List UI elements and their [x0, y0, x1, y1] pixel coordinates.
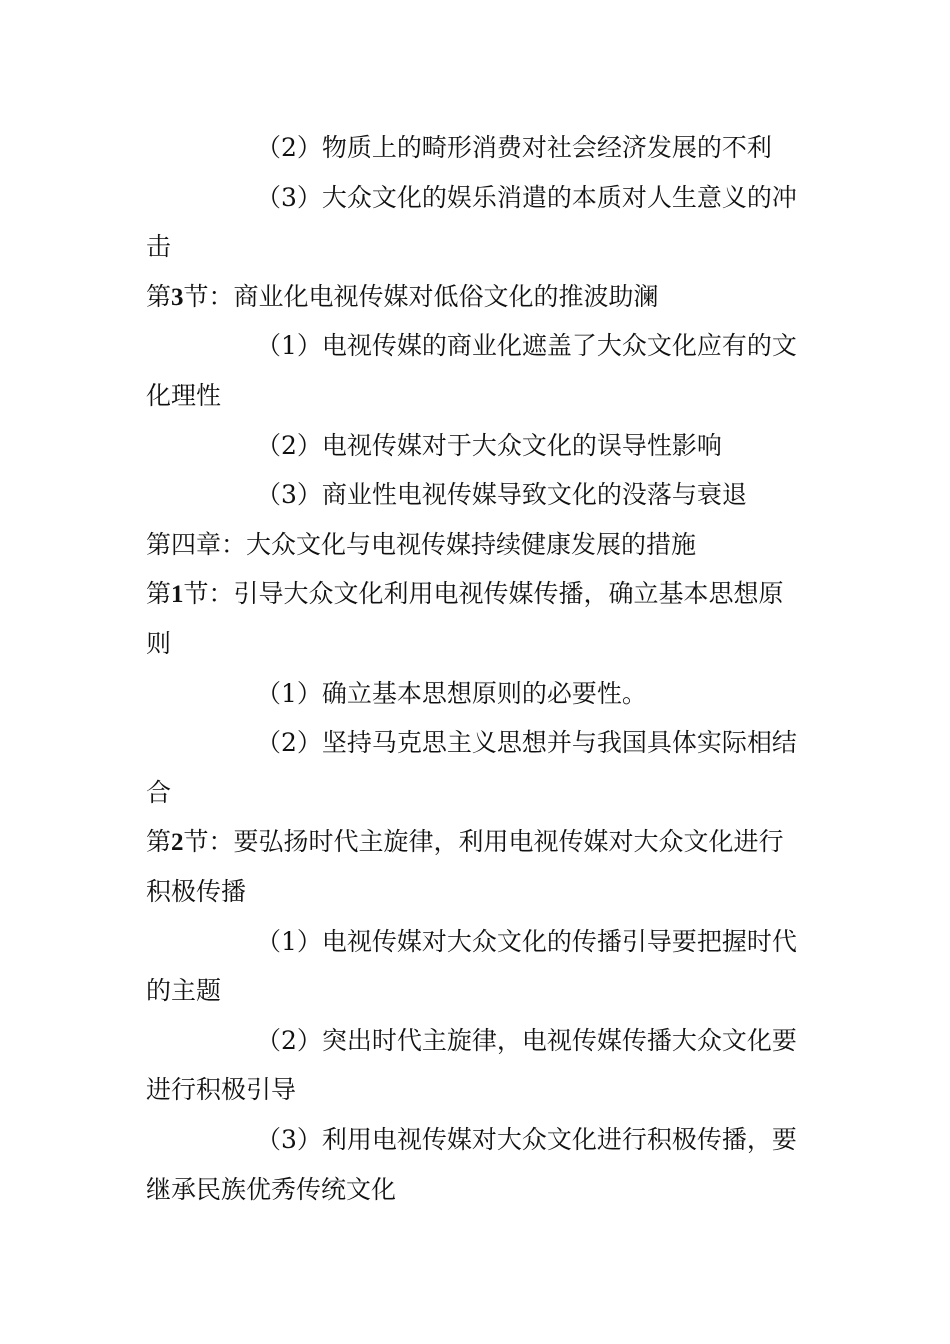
- section-title: 节：商业化电视传媒对低俗文化的推波助澜: [183, 281, 659, 311]
- list-item-line: 化理性: [146, 381, 222, 410]
- list-item-line: （1）电视传媒的商业化遮盖了大众文化应有的文: [256, 331, 797, 361]
- list-item-line: （3）利用电视传媒对大众文化进行积极传播，要: [256, 1125, 797, 1154]
- section-heading-line: 则: [146, 629, 172, 658]
- list-item-line: （2）物质上的畸形消费对社会经济发展的不利: [256, 133, 772, 162]
- list-item-line: （1）确立基本思想原则的必要性。: [256, 678, 647, 708]
- list-item-line: 继承民族优秀传统文化: [146, 1174, 397, 1204]
- section-heading-line: [146, 280, 816, 315]
- list-item-line: 的主题: [146, 976, 222, 1006]
- list-item-line: 击: [146, 232, 172, 262]
- list-item-line: 合: [146, 777, 172, 807]
- list-item-line: 进行积极引导: [146, 1075, 297, 1105]
- section-number: 2: [171, 829, 184, 857]
- list-item-line: （2）坚持马克思主义思想并与我国具体实际相结: [256, 728, 797, 758]
- section-number: 1: [171, 581, 184, 609]
- section-heading-line: [146, 825, 816, 860]
- section-heading-line: [146, 577, 816, 612]
- section-title: 节：要弘扬时代主旋律，利用电视传媒对大众文化进行: [183, 827, 784, 857]
- chapter-heading-line: 第四章：大众文化与电视传媒持续健康发展的措施: [146, 529, 697, 559]
- section-prefix: 第: [146, 579, 172, 609]
- section-prefix: 第: [146, 827, 172, 857]
- list-item-line: （1）电视传媒对大众文化的传播引导要把握时代: [256, 926, 797, 956]
- section-number: 3: [171, 283, 184, 311]
- section-title: 节：引导大众文化利用电视传媒传播，确立基本思想原: [183, 579, 784, 609]
- list-item-line: （2）突出时代主旋律，电视传媒传播大众文化要: [256, 1025, 797, 1055]
- list-item-line: （3）商业性电视传媒导致文化的没落与衰退: [256, 480, 747, 510]
- section-heading-line: 积极传播: [146, 877, 247, 906]
- section-prefix: 第: [146, 281, 172, 311]
- list-item-line: （2）电视传媒对于大众文化的误导性影响: [256, 430, 722, 460]
- list-item-line: （3）大众文化的娱乐消遣的本质对人生意义的冲: [256, 182, 797, 212]
